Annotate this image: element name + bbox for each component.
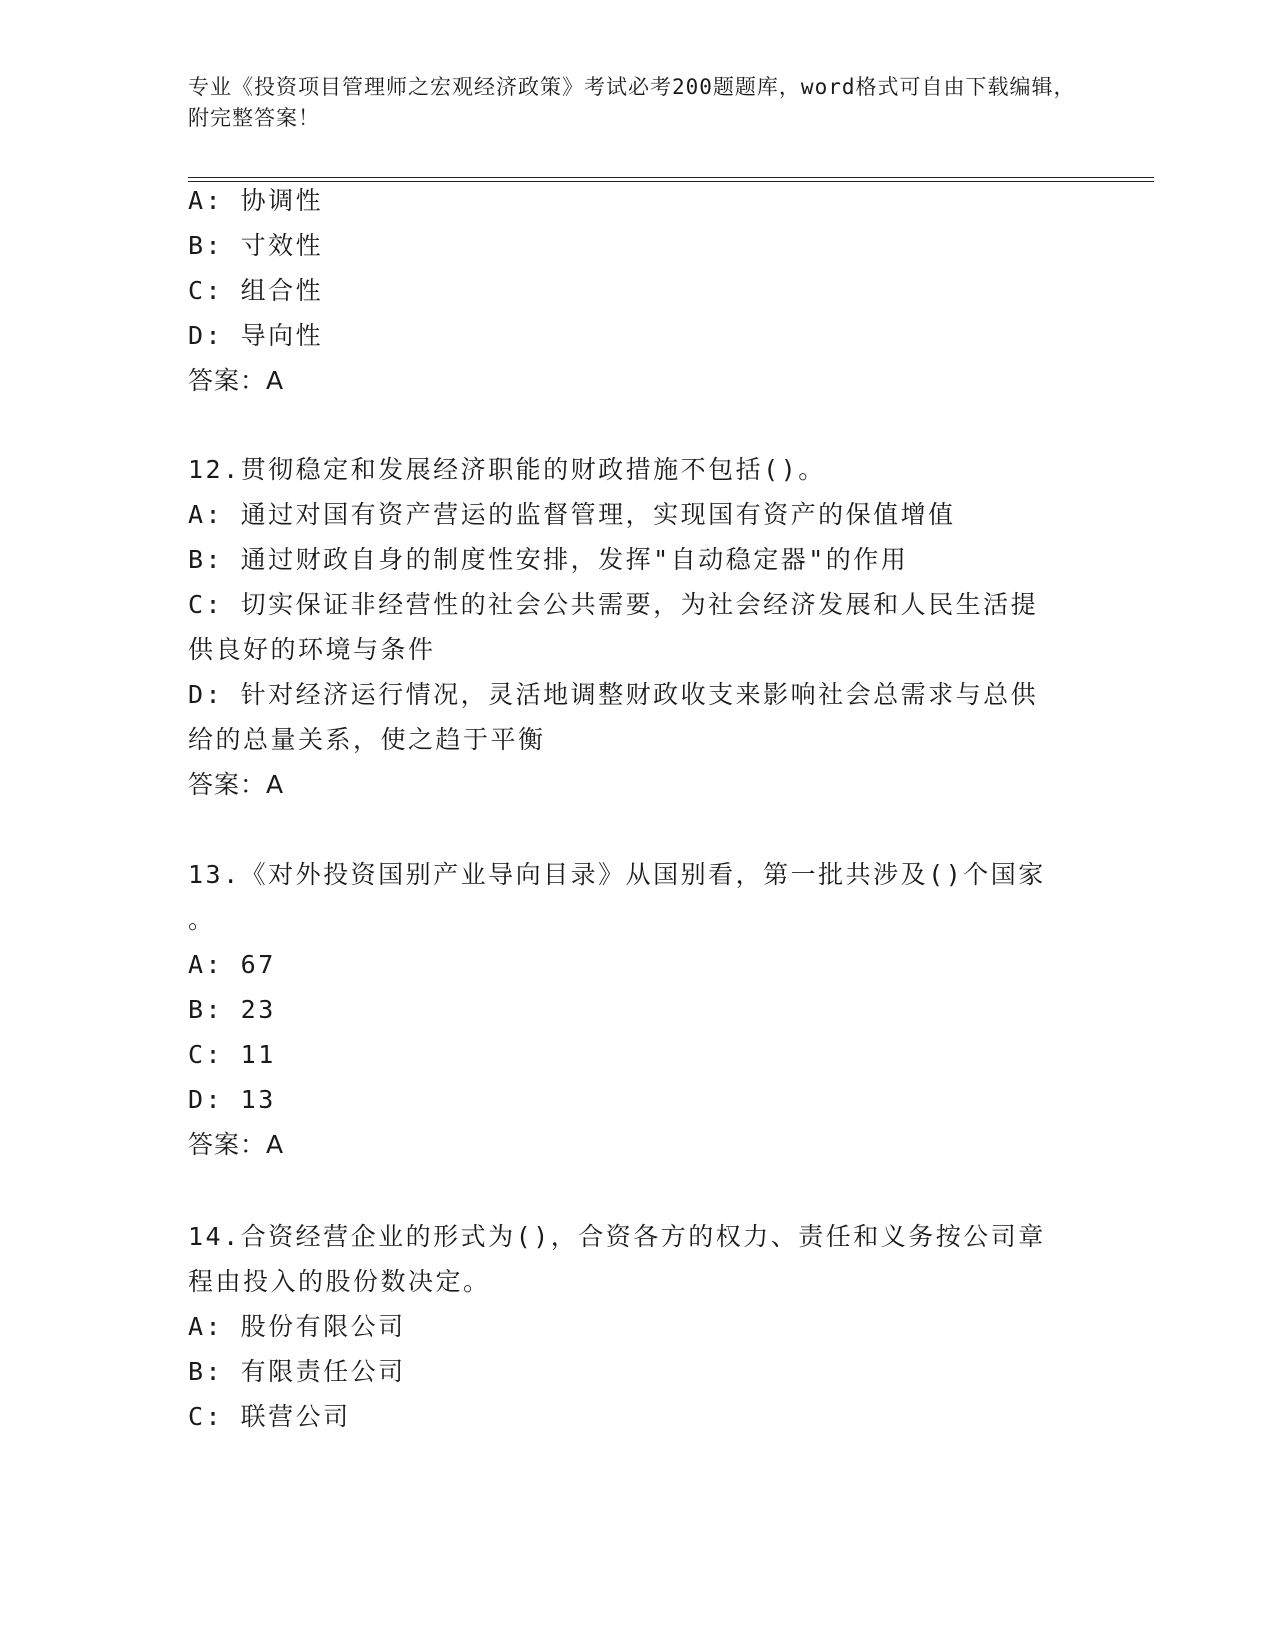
- q14-question-line1: 14.合资经营企业的形式为()，合资各方的权力、责任和义务按公司章: [188, 1222, 1046, 1251]
- q13-answer: 答案：A: [188, 1130, 285, 1159]
- q14-question-line2: 程由投入的股份数决定。: [188, 1267, 491, 1296]
- q11-option-c: C: 组合性: [188, 276, 324, 305]
- q12-question: 12.贯彻稳定和发展经济职能的财政措施不包括()。: [188, 455, 826, 484]
- q11-option-d: D: 导向性: [188, 321, 324, 350]
- q12-option-c-line2: 供良好的环境与条件: [188, 635, 436, 664]
- q13-option-c: C: 11: [188, 1040, 276, 1069]
- q12-option-c-line1: C: 切实保证非经营性的社会公共需要，为社会经济发展和人民生活提: [188, 590, 1039, 619]
- q13-question-line2: 。: [188, 905, 216, 934]
- q12-option-d-line1: D: 针对经济运行情况，灵活地调整财政收支来影响社会总需求与总供: [188, 680, 1039, 709]
- q12-option-d-line2: 给的总量关系，使之趋于平衡: [188, 725, 546, 754]
- q14-option-a: A: 股份有限公司: [188, 1312, 406, 1341]
- q12-answer: 答案：A: [188, 770, 285, 799]
- q13-option-b: B: 23: [188, 995, 276, 1024]
- q12-option-a: A: 通过对国有资产营运的监督管理，实现国有资产的保值增值: [188, 500, 956, 529]
- q13-question-line1: 13.《对外投资国别产业导向目录》从国别看，第一批共涉及()个国家: [188, 860, 1046, 889]
- q13-option-a: A: 67: [188, 950, 276, 979]
- q14-option-b: B: 有限责任公司: [188, 1357, 406, 1386]
- q11-answer: 答案：A: [188, 366, 285, 395]
- q14-option-c: C: 联营公司: [188, 1402, 351, 1431]
- q12-option-b: B: 通过财政自身的制度性安排，发挥"自动稳定器"的作用: [188, 545, 909, 574]
- q11-option-a: A: 协调性: [188, 186, 324, 215]
- document-header: 专业《投资项目管理师之宏观经济政策》考试必考200题题库，word格式可自由下载编辑，附完整答案！: [188, 75, 1076, 130]
- q11-option-b: B: 寸效性: [188, 231, 324, 260]
- header-divider: [188, 177, 1154, 182]
- q13-option-d: D: 13: [188, 1085, 276, 1114]
